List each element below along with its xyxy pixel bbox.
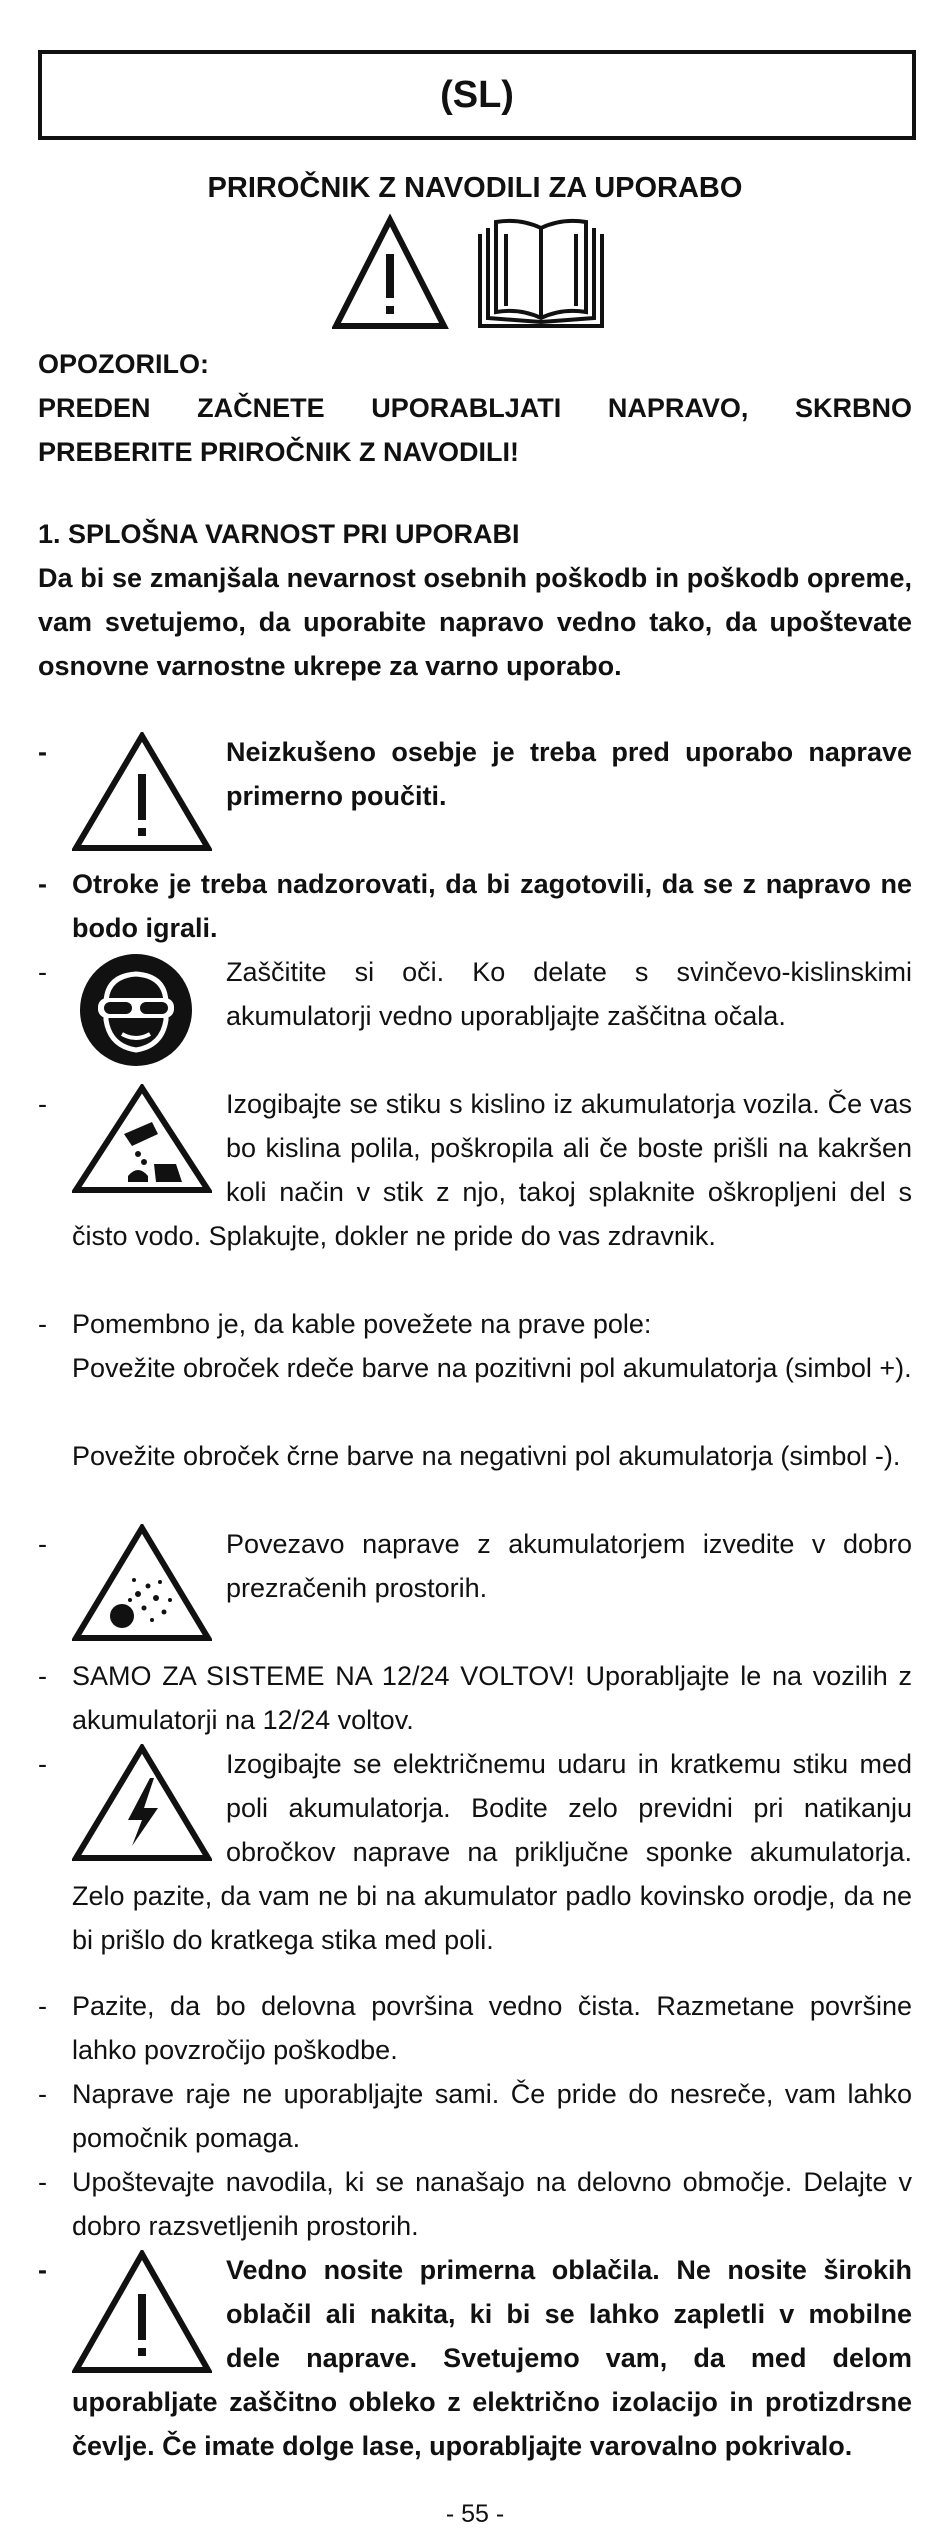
open-book-icon [480, 221, 602, 326]
item-text: Izogibajte se električnemu udaru in kratkemu stiku med poli akumulatorja. Bodite zelo previdni pri natikanju obročkov naprave na priključne sponke akumulatorja. Zelo pazite, da vam ne bi na akumulator padlo kovinsko orodje, da ne bi prišlo do kratkega stika med poli. [72, 1749, 912, 1955]
list-item-poles-intro: Pomembno je, da kable povežete na prave pole: [72, 1309, 652, 1339]
list-dash: - [38, 1309, 47, 1339]
list-dash: - [38, 2167, 47, 2197]
list-item-clean: Pazite, da bo delovna površina vedno čista. Razmetane površine lahko povzročijo poškodbe. [72, 1991, 912, 2065]
warning-triangle-icon [72, 2250, 212, 2374]
list-dash: - [38, 1089, 47, 1119]
language-header: (SL) [38, 50, 916, 140]
list-item-poles-black: Povežite obroček črne barve na negativni pol akumulatorja (simbol -). [72, 1441, 901, 1471]
list-item-children: Otroke je treba nadzorovati, da bi zagotovili, da se z napravo ne bodo igrali. [72, 869, 912, 943]
warning-triangle-icon [336, 220, 444, 326]
list-item-poles-red: Povežite obroček rdeče barve na pozitivni pol akumulatorja (simbol +). [72, 1353, 912, 1383]
warning-triangle-icon [72, 732, 212, 852]
list-dash: - [38, 2079, 47, 2109]
manual-title: PRIROČNIK Z NAVODILI ZA UPORABO [207, 172, 743, 204]
item-text: Zaščitite si oči. Ko delate s svinčevo-kislinskimi akumulatorji vedno uporabljajte zaščitna očala. [226, 957, 912, 1031]
list-dash: - [38, 1661, 47, 1691]
list-dash: - [38, 1749, 47, 1779]
list-item-ventilation [72, 1522, 912, 1646]
list-dash: - [38, 1991, 47, 2021]
list-dash: - [38, 2255, 47, 2285]
list-dash: - [38, 957, 47, 987]
item-text: Izogibajte se stiku s kislino iz akumulatorja vozila. Če vas bo kislina polila, poškropila ali če boste prišli na kakršen koli način v stik z njo, takoj splaknite oškropljeni del s čisto vodo. Splakujte, dokler ne pride do vas zdravnik. [72, 1089, 912, 1251]
item-text: Povezavo naprave z akumulatorjem izvedite v dobro prezračenih prostorih. [226, 1529, 912, 1603]
list-item-area: Upoštevajte navodila, ki se nanašajo na delovno območje. Delajte v dobro razsvetljenih prostorih. [72, 2167, 912, 2241]
explosive-gas-icon [72, 1524, 212, 1642]
item-text: Neizkušeno osebje je treba pred uporabo naprave primerno poučiti. [226, 737, 912, 811]
warning-text: PREDEN ZAČNETE UPORABLJATI NAPRAVO, SKRBNO PREBERITE PRIROČNIK Z NAVODILI! [38, 393, 912, 467]
list-item-eyes [72, 950, 912, 1072]
corrosive-acid-icon [72, 1084, 212, 1194]
electric-shock-icon [72, 1744, 212, 1862]
list-item-alone: Naprave raje ne uporabljajte sami. Če pride do nesreče, vam lahko pomočnik pomaga. [72, 2079, 912, 2153]
page-number: - 55 - [445, 2500, 505, 2528]
warning-label: OPOZORILO: [38, 349, 209, 379]
list-dash: - [38, 737, 47, 767]
list-item-electric [72, 1742, 912, 1962]
list-item-clothing [72, 2248, 912, 2468]
safety-goggles-icon [72, 952, 212, 1068]
manual-icons [332, 214, 622, 332]
list-dash: - [38, 1529, 47, 1559]
item-text: Vedno nosite primerna oblačila. Ne nosite širokih oblačil ali nakita, ki bi se lahko zapletli v mobilne dele naprave. Svetujemo vam, da med delom uporabljate zaščitno obleko z električno izolacijo in protizdrsne čevlje. Če imate dolge lase, uporabljajte varovalno pokrivalo. [72, 2255, 912, 2461]
list-item-acid [72, 1082, 912, 1258]
list-item-voltage: SAMO ZA SISTEME NA 12/24 VOLTOV! Uporabljajte le na vozilih z akumulatorji na 12/24 voltov. [72, 1661, 912, 1735]
section-heading: 1. SPLOŠNA VARNOST PRI UPORABI [38, 519, 520, 549]
section-intro: Da bi se zmanjšala nevarnost osebnih poškodb in poškodb opreme, vam svetujemo, da uporabite napravo vedno tako, da upoštevate osnovne varnostne ukrepe za varno uporabo. [38, 563, 912, 681]
list-dash: - [38, 869, 47, 899]
list-item-inexperienced [72, 730, 912, 856]
